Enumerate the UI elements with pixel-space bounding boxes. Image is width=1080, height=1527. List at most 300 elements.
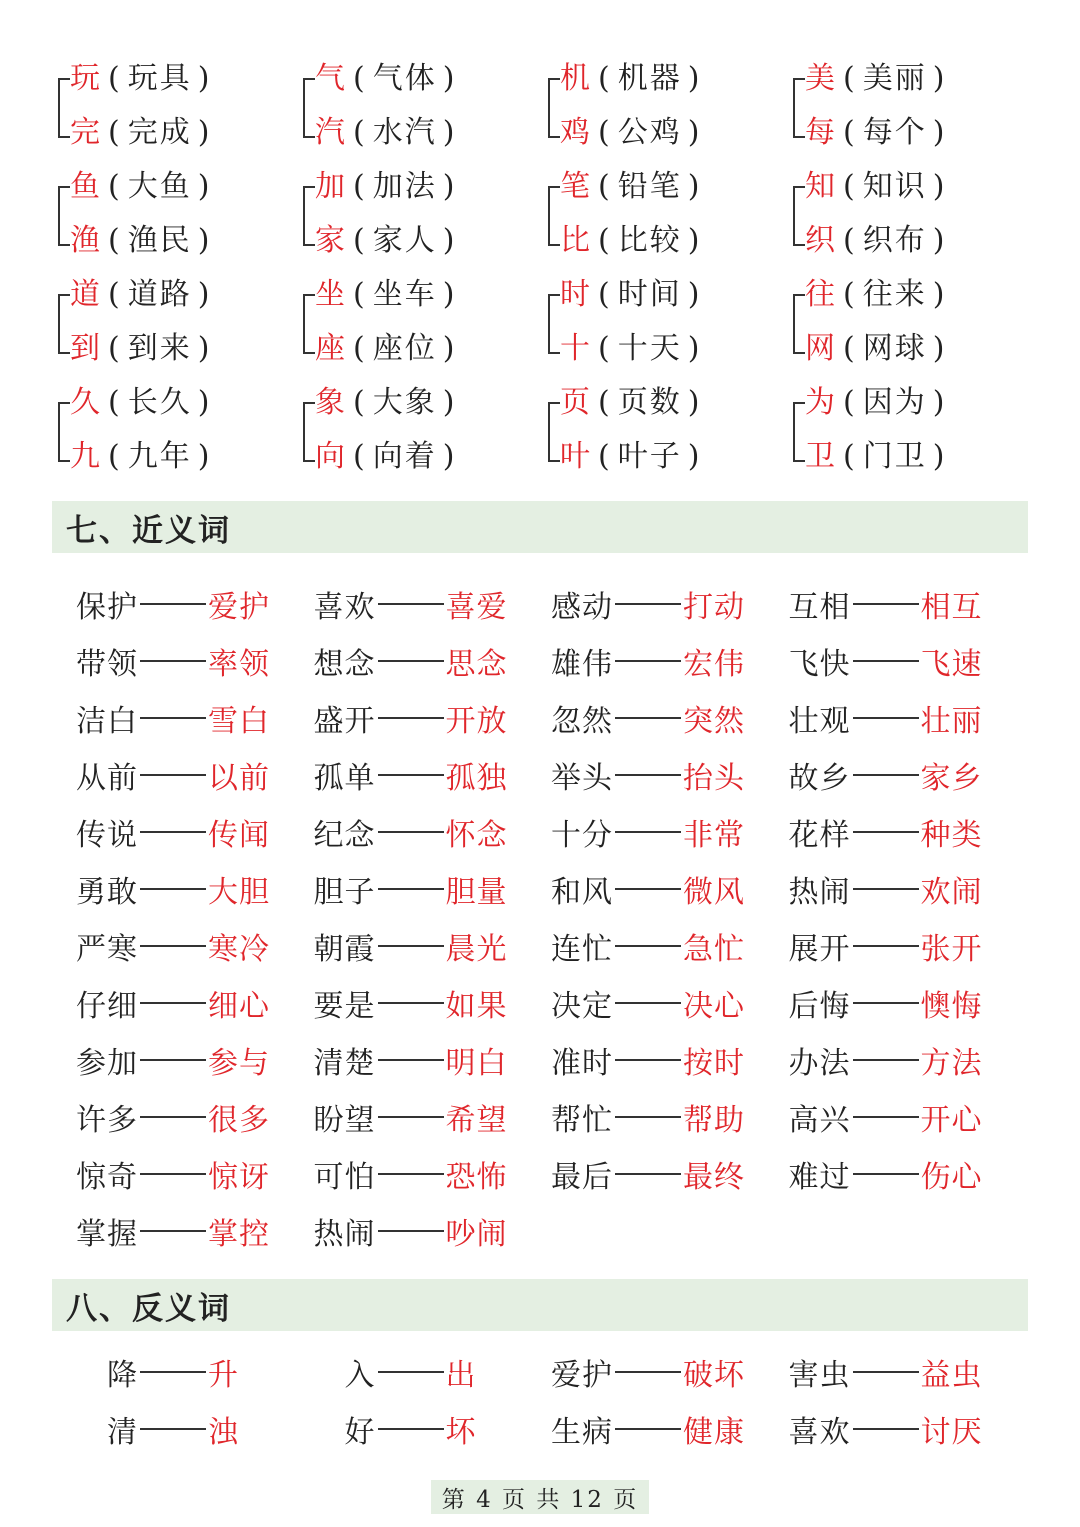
- paren-close: ): [687, 277, 702, 312]
- word-b: 怀念: [445, 817, 508, 853]
- synonym-pair: [551, 1031, 789, 1088]
- word-b: 开心: [920, 1102, 983, 1138]
- word-b: 最终: [683, 1159, 745, 1195]
- synonym-pair: [314, 1145, 552, 1202]
- pair-bracket: [303, 294, 315, 354]
- paren-close: ): [932, 439, 947, 474]
- paren-close: ): [442, 331, 457, 366]
- pair-bracket: [58, 294, 70, 354]
- word-a: 洁白: [76, 703, 138, 739]
- word-a: 想念: [313, 646, 376, 682]
- dash-line: [853, 603, 919, 605]
- antonym-pair: [551, 1400, 789, 1457]
- paren-open: (: [108, 439, 122, 474]
- paren-close: ): [687, 439, 702, 474]
- word-b: 坏: [445, 1414, 477, 1450]
- pair-word: 向着: [372, 439, 437, 474]
- char-pair: [540, 52, 785, 160]
- word-b: 细心: [208, 988, 270, 1024]
- pair-char: 鸡: [560, 115, 592, 150]
- word-b: 传闻: [208, 817, 270, 853]
- paren-open: (: [598, 223, 612, 258]
- pair-bracket: [548, 186, 560, 246]
- word-a: 十分: [551, 817, 613, 853]
- synonym-pair: [76, 1088, 314, 1145]
- word-b: 方法: [920, 1045, 983, 1081]
- pair-word: 道路: [127, 277, 192, 312]
- paren-close: ): [687, 331, 702, 366]
- word-a: 掌握: [76, 1216, 138, 1252]
- pair-word: 叶子: [617, 439, 682, 474]
- paren-open: (: [598, 115, 612, 150]
- paren-close: ): [687, 223, 702, 258]
- paren-open: (: [843, 223, 857, 258]
- paren-open: (: [598, 277, 612, 312]
- dash-line: [378, 1428, 444, 1430]
- dash-line: [378, 888, 444, 890]
- pair-char: 笔: [560, 169, 592, 204]
- paren-open: (: [598, 331, 612, 366]
- pair-word: 美丽: [862, 61, 927, 96]
- word-b: 喜爱: [445, 589, 508, 625]
- word-b: 升: [208, 1357, 239, 1393]
- pair-line: [70, 160, 217, 214]
- dash-line: [853, 1059, 919, 1061]
- char-pair: [50, 268, 295, 376]
- word-a: 勇敢: [76, 874, 138, 910]
- paren-open: (: [353, 61, 367, 96]
- word-b: 思念: [445, 646, 508, 682]
- word-a: 清楚: [313, 1045, 376, 1081]
- synonym-pair: [314, 1088, 552, 1145]
- dash-line: [140, 1371, 206, 1373]
- paren-close: ): [197, 223, 212, 258]
- dash-line: [378, 1173, 444, 1175]
- paren-open: (: [353, 277, 367, 312]
- word-a: 盛开: [313, 703, 376, 739]
- synonym-pair: [76, 1031, 314, 1088]
- pair-line: [560, 214, 707, 268]
- char-pair: [540, 376, 785, 484]
- dash-line: [378, 1371, 444, 1373]
- word-a: 惊奇: [76, 1159, 138, 1195]
- dash-line: [615, 1002, 681, 1004]
- word-a: 许多: [76, 1102, 138, 1138]
- paren-open: (: [843, 331, 857, 366]
- word-a: 热闹: [788, 874, 851, 910]
- word-b: 伤心: [920, 1159, 983, 1195]
- pair-word: 加法: [372, 169, 437, 204]
- paren-open: (: [843, 61, 857, 96]
- word-b: 惊讶: [208, 1159, 270, 1195]
- pair-word: 十天: [617, 331, 682, 366]
- word-a: 和风: [551, 874, 613, 910]
- word-a: 决定: [551, 988, 613, 1024]
- synonym-pair: [76, 803, 314, 860]
- paren-open: (: [108, 331, 122, 366]
- word-a: 热闹: [313, 1216, 376, 1252]
- pair-line: [805, 376, 952, 430]
- pair-word: 气体: [372, 61, 437, 96]
- word-a: 好: [344, 1414, 376, 1450]
- word-b: 决心: [683, 988, 745, 1024]
- word-a: 感动: [551, 589, 613, 625]
- word-b: 开放: [445, 703, 508, 739]
- paren-open: (: [353, 439, 367, 474]
- pair-line: [560, 106, 707, 160]
- word-a: 可怕: [313, 1159, 376, 1195]
- synonym-pair: [76, 1202, 314, 1259]
- pair-line: [315, 322, 462, 376]
- synonym-pair: [551, 974, 789, 1031]
- synonym-pair: [76, 632, 314, 689]
- word-b: 非常: [683, 817, 745, 853]
- word-a: 爱护: [551, 1357, 613, 1393]
- dash-line: [853, 945, 919, 947]
- paren-close: ): [442, 115, 457, 150]
- word-b: 参与: [208, 1045, 270, 1081]
- char-pair: [785, 160, 1030, 268]
- paren-open: (: [353, 331, 367, 366]
- word-a: 孤单: [313, 760, 376, 796]
- dash-line: [615, 717, 681, 719]
- synonym-pair: [789, 1031, 1027, 1088]
- word-b: 掌控: [208, 1216, 270, 1252]
- pair-bracket: [58, 402, 70, 462]
- pair-line: [805, 268, 952, 322]
- synonym-pair: [789, 1088, 1027, 1145]
- pair-line: [805, 430, 952, 484]
- synonym-pair: [314, 689, 552, 746]
- synonym-pair: [314, 917, 552, 974]
- pair-char: 为: [805, 385, 837, 420]
- dash-line: [853, 717, 919, 719]
- pair-word: 到来: [127, 331, 192, 366]
- pair-char: 渔: [70, 223, 102, 258]
- synonym-pair: [551, 575, 789, 632]
- paren-open: (: [598, 439, 612, 474]
- antonym-pair: [551, 1343, 789, 1400]
- word-a: 带领: [76, 646, 138, 682]
- char-pair: [785, 52, 1030, 160]
- pair-bracket: [58, 186, 70, 246]
- paren-close: ): [687, 169, 702, 204]
- pair-word: 公鸡: [617, 115, 682, 150]
- paren-open: (: [598, 385, 612, 420]
- synonym-pair: [76, 689, 314, 746]
- char-pair: [50, 160, 295, 268]
- word-b: 恐怖: [445, 1159, 508, 1195]
- pair-char: 织: [805, 223, 837, 258]
- dash-line: [615, 1173, 681, 1175]
- word-a: 帮忙: [551, 1102, 613, 1138]
- synonym-pair: [551, 746, 789, 803]
- dash-line: [140, 1059, 206, 1061]
- word-a: 朝霞: [313, 931, 376, 967]
- paren-close: ): [687, 115, 702, 150]
- word-b: 破坏: [683, 1357, 745, 1393]
- pair-line: [70, 376, 217, 430]
- paren-close: ): [687, 385, 702, 420]
- pair-word: 座位: [372, 331, 437, 366]
- synonym-pair: [789, 974, 1027, 1031]
- antonym-pair: [789, 1400, 1027, 1457]
- paren-open: (: [843, 439, 857, 474]
- synonym-pair: [314, 575, 552, 632]
- word-b: 讨厌: [920, 1414, 983, 1450]
- pair-bracket: [303, 402, 315, 462]
- dash-line: [615, 1059, 681, 1061]
- pair-word: 铅笔: [617, 169, 682, 204]
- word-b: 家乡: [920, 760, 983, 796]
- pair-word: 长久: [127, 385, 192, 420]
- synonym-pair: [314, 746, 552, 803]
- dash-line: [140, 888, 206, 890]
- word-a: 清: [107, 1414, 138, 1450]
- word-a: 害虫: [788, 1357, 851, 1393]
- pair-word: 比较: [617, 223, 682, 258]
- word-a: 从前: [76, 760, 138, 796]
- dash-line: [378, 774, 444, 776]
- pair-line: [315, 430, 462, 484]
- paren-close: ): [442, 385, 457, 420]
- dash-line: [378, 831, 444, 833]
- pair-line: [315, 376, 462, 430]
- paren-close: ): [932, 115, 947, 150]
- word-b: 健康: [683, 1414, 745, 1450]
- pair-char: 座: [315, 331, 347, 366]
- word-b: 以前: [208, 760, 270, 796]
- paren-close: ): [932, 385, 947, 420]
- word-b: 懊悔: [920, 988, 983, 1024]
- synonym-pair: [551, 860, 789, 917]
- dash-line: [853, 1002, 919, 1004]
- word-b: 晨光: [445, 931, 508, 967]
- dash-line: [140, 1230, 206, 1232]
- word-b: 孤独: [445, 760, 508, 796]
- word-a: 后悔: [788, 988, 851, 1024]
- pair-word: 完成: [127, 115, 192, 150]
- pair-char: 卫: [805, 439, 837, 474]
- char-pair: [295, 268, 540, 376]
- dash-line: [615, 603, 681, 605]
- antonym-pair: [76, 1400, 314, 1457]
- dash-line: [615, 831, 681, 833]
- char-pair: [50, 376, 295, 484]
- paren-open: (: [843, 385, 857, 420]
- word-a: 盼望: [313, 1102, 376, 1138]
- dash-line: [140, 1173, 206, 1175]
- pair-line: [560, 322, 707, 376]
- synonym-pair: [789, 1145, 1027, 1202]
- synonym-pair: [551, 689, 789, 746]
- paren-close: ): [687, 61, 702, 96]
- pair-char: 久: [70, 385, 102, 420]
- paren-open: (: [843, 277, 857, 312]
- pair-line: [805, 214, 952, 268]
- pair-word: 因为: [862, 385, 927, 420]
- dash-line: [378, 1230, 444, 1232]
- pair-bracket: [793, 186, 805, 246]
- word-a: 喜欢: [788, 1414, 851, 1450]
- paren-open: (: [353, 169, 367, 204]
- pair-line: [805, 322, 952, 376]
- pair-char: 十: [560, 331, 592, 366]
- word-a: 展开: [788, 931, 851, 967]
- synonym-pair: [314, 974, 552, 1031]
- word-a: 飞快: [788, 646, 851, 682]
- pair-char: 美: [805, 61, 837, 96]
- paren-close: ): [197, 331, 212, 366]
- dash-line: [140, 1428, 206, 1430]
- paren-close: ): [442, 223, 457, 258]
- paren-close: ): [442, 61, 457, 96]
- pair-line: [560, 376, 707, 430]
- pair-word: 水汽: [372, 115, 437, 150]
- pair-line: [70, 268, 217, 322]
- pair-line: [70, 430, 217, 484]
- word-b: 微风: [683, 874, 745, 910]
- word-a: 降: [107, 1357, 138, 1393]
- pair-char: 气: [315, 61, 347, 96]
- word-a: 保护: [76, 589, 138, 625]
- pair-char: 向: [315, 439, 347, 474]
- pair-char: 九: [70, 439, 102, 474]
- pair-char: 知: [805, 169, 837, 204]
- pair-word: 机器: [617, 61, 682, 96]
- paren-open: (: [598, 61, 612, 96]
- synonym-pair: [551, 632, 789, 689]
- synonym-pair: [551, 803, 789, 860]
- word-a: 纪念: [313, 817, 376, 853]
- dash-line: [140, 945, 206, 947]
- synonym-pair: [76, 575, 314, 632]
- paren-open: (: [108, 61, 122, 96]
- word-a: 严寒: [76, 931, 138, 967]
- pair-char: 玩: [70, 61, 102, 96]
- pair-char: 每: [805, 115, 837, 150]
- dash-line: [140, 660, 206, 662]
- pair-char: 叶: [560, 439, 592, 474]
- paren-open: (: [108, 223, 122, 258]
- word-a: 生病: [551, 1414, 613, 1450]
- dash-line: [378, 717, 444, 719]
- pair-char: 机: [560, 61, 592, 96]
- char-pair: [540, 268, 785, 376]
- synonym-pair: [551, 1145, 789, 1202]
- antonym-pair: [789, 1343, 1027, 1400]
- word-b: 胆量: [445, 874, 508, 910]
- synonym-pair: [76, 860, 314, 917]
- paren-open: (: [108, 169, 122, 204]
- char-pair: [50, 52, 295, 160]
- pair-line: [315, 52, 462, 106]
- word-b: 种类: [920, 817, 983, 853]
- word-b: 很多: [208, 1102, 270, 1138]
- char-pair: [540, 160, 785, 268]
- paren-open: (: [108, 115, 122, 150]
- synonym-pair: [76, 917, 314, 974]
- dash-line: [853, 1173, 919, 1175]
- word-b: 大胆: [208, 874, 270, 910]
- word-a: 忽然: [551, 703, 613, 739]
- word-a: 难过: [788, 1159, 851, 1195]
- pair-char: 到: [70, 331, 102, 366]
- pair-line: [805, 52, 952, 106]
- word-a: 喜欢: [313, 589, 376, 625]
- word-b: 抬头: [683, 760, 745, 796]
- dash-line: [140, 1116, 206, 1118]
- pair-char: 往: [805, 277, 837, 312]
- dash-line: [378, 945, 444, 947]
- pair-line: [70, 214, 217, 268]
- word-b: 相互: [920, 589, 983, 625]
- word-b: 出: [445, 1357, 477, 1393]
- word-b: 宏伟: [683, 646, 745, 682]
- paren-open: (: [108, 385, 122, 420]
- antonym-pair: [314, 1343, 552, 1400]
- paren-open: (: [843, 115, 857, 150]
- word-a: 胆子: [313, 874, 376, 910]
- paren-open: (: [598, 169, 612, 204]
- word-b: 突然: [683, 703, 745, 739]
- word-b: 帮助: [683, 1102, 745, 1138]
- synonym-pair: [789, 803, 1027, 860]
- word-b: 爱护: [208, 589, 270, 625]
- word-b: 率领: [208, 646, 270, 682]
- pair-word: 渔民: [127, 223, 192, 258]
- paren-close: ): [197, 439, 212, 474]
- dash-line: [853, 1428, 919, 1430]
- word-b: 浊: [208, 1414, 239, 1450]
- word-a: 仔细: [76, 988, 138, 1024]
- dash-line: [378, 603, 444, 605]
- synonym-pair: [789, 917, 1027, 974]
- page-number-footer: 第 4 页 共 12 页: [431, 1480, 649, 1514]
- dash-line: [853, 888, 919, 890]
- dash-line: [615, 888, 681, 890]
- synonym-section-title: 七、近义词: [52, 501, 1028, 553]
- paren-open: (: [353, 223, 367, 258]
- word-a: 参加: [76, 1045, 138, 1081]
- word-a: 入: [344, 1357, 376, 1393]
- word-b: 希望: [445, 1102, 508, 1138]
- word-a: 办法: [788, 1045, 851, 1081]
- dash-line: [378, 660, 444, 662]
- word-a: 故乡: [788, 760, 851, 796]
- pair-bracket: [548, 78, 560, 138]
- paren-close: ): [932, 277, 947, 312]
- word-b: 雪白: [208, 703, 270, 739]
- word-b: 急忙: [683, 931, 745, 967]
- pair-char: 比: [560, 223, 592, 258]
- pair-word: 织布: [862, 223, 927, 258]
- pair-line: [315, 160, 462, 214]
- word-b: 明白: [445, 1045, 508, 1081]
- word-a: 高兴: [788, 1102, 851, 1138]
- char-pair: [295, 376, 540, 484]
- pair-char: 道: [70, 277, 102, 312]
- pair-word: 大鱼: [127, 169, 192, 204]
- synonym-grid: [76, 575, 1026, 1259]
- pair-char: 完: [70, 115, 102, 150]
- pair-char: 汽: [315, 115, 347, 150]
- pair-line: [560, 160, 707, 214]
- dash-line: [615, 774, 681, 776]
- pair-char: 页: [560, 385, 592, 420]
- pair-word: 玩具: [127, 61, 192, 96]
- dash-line: [615, 660, 681, 662]
